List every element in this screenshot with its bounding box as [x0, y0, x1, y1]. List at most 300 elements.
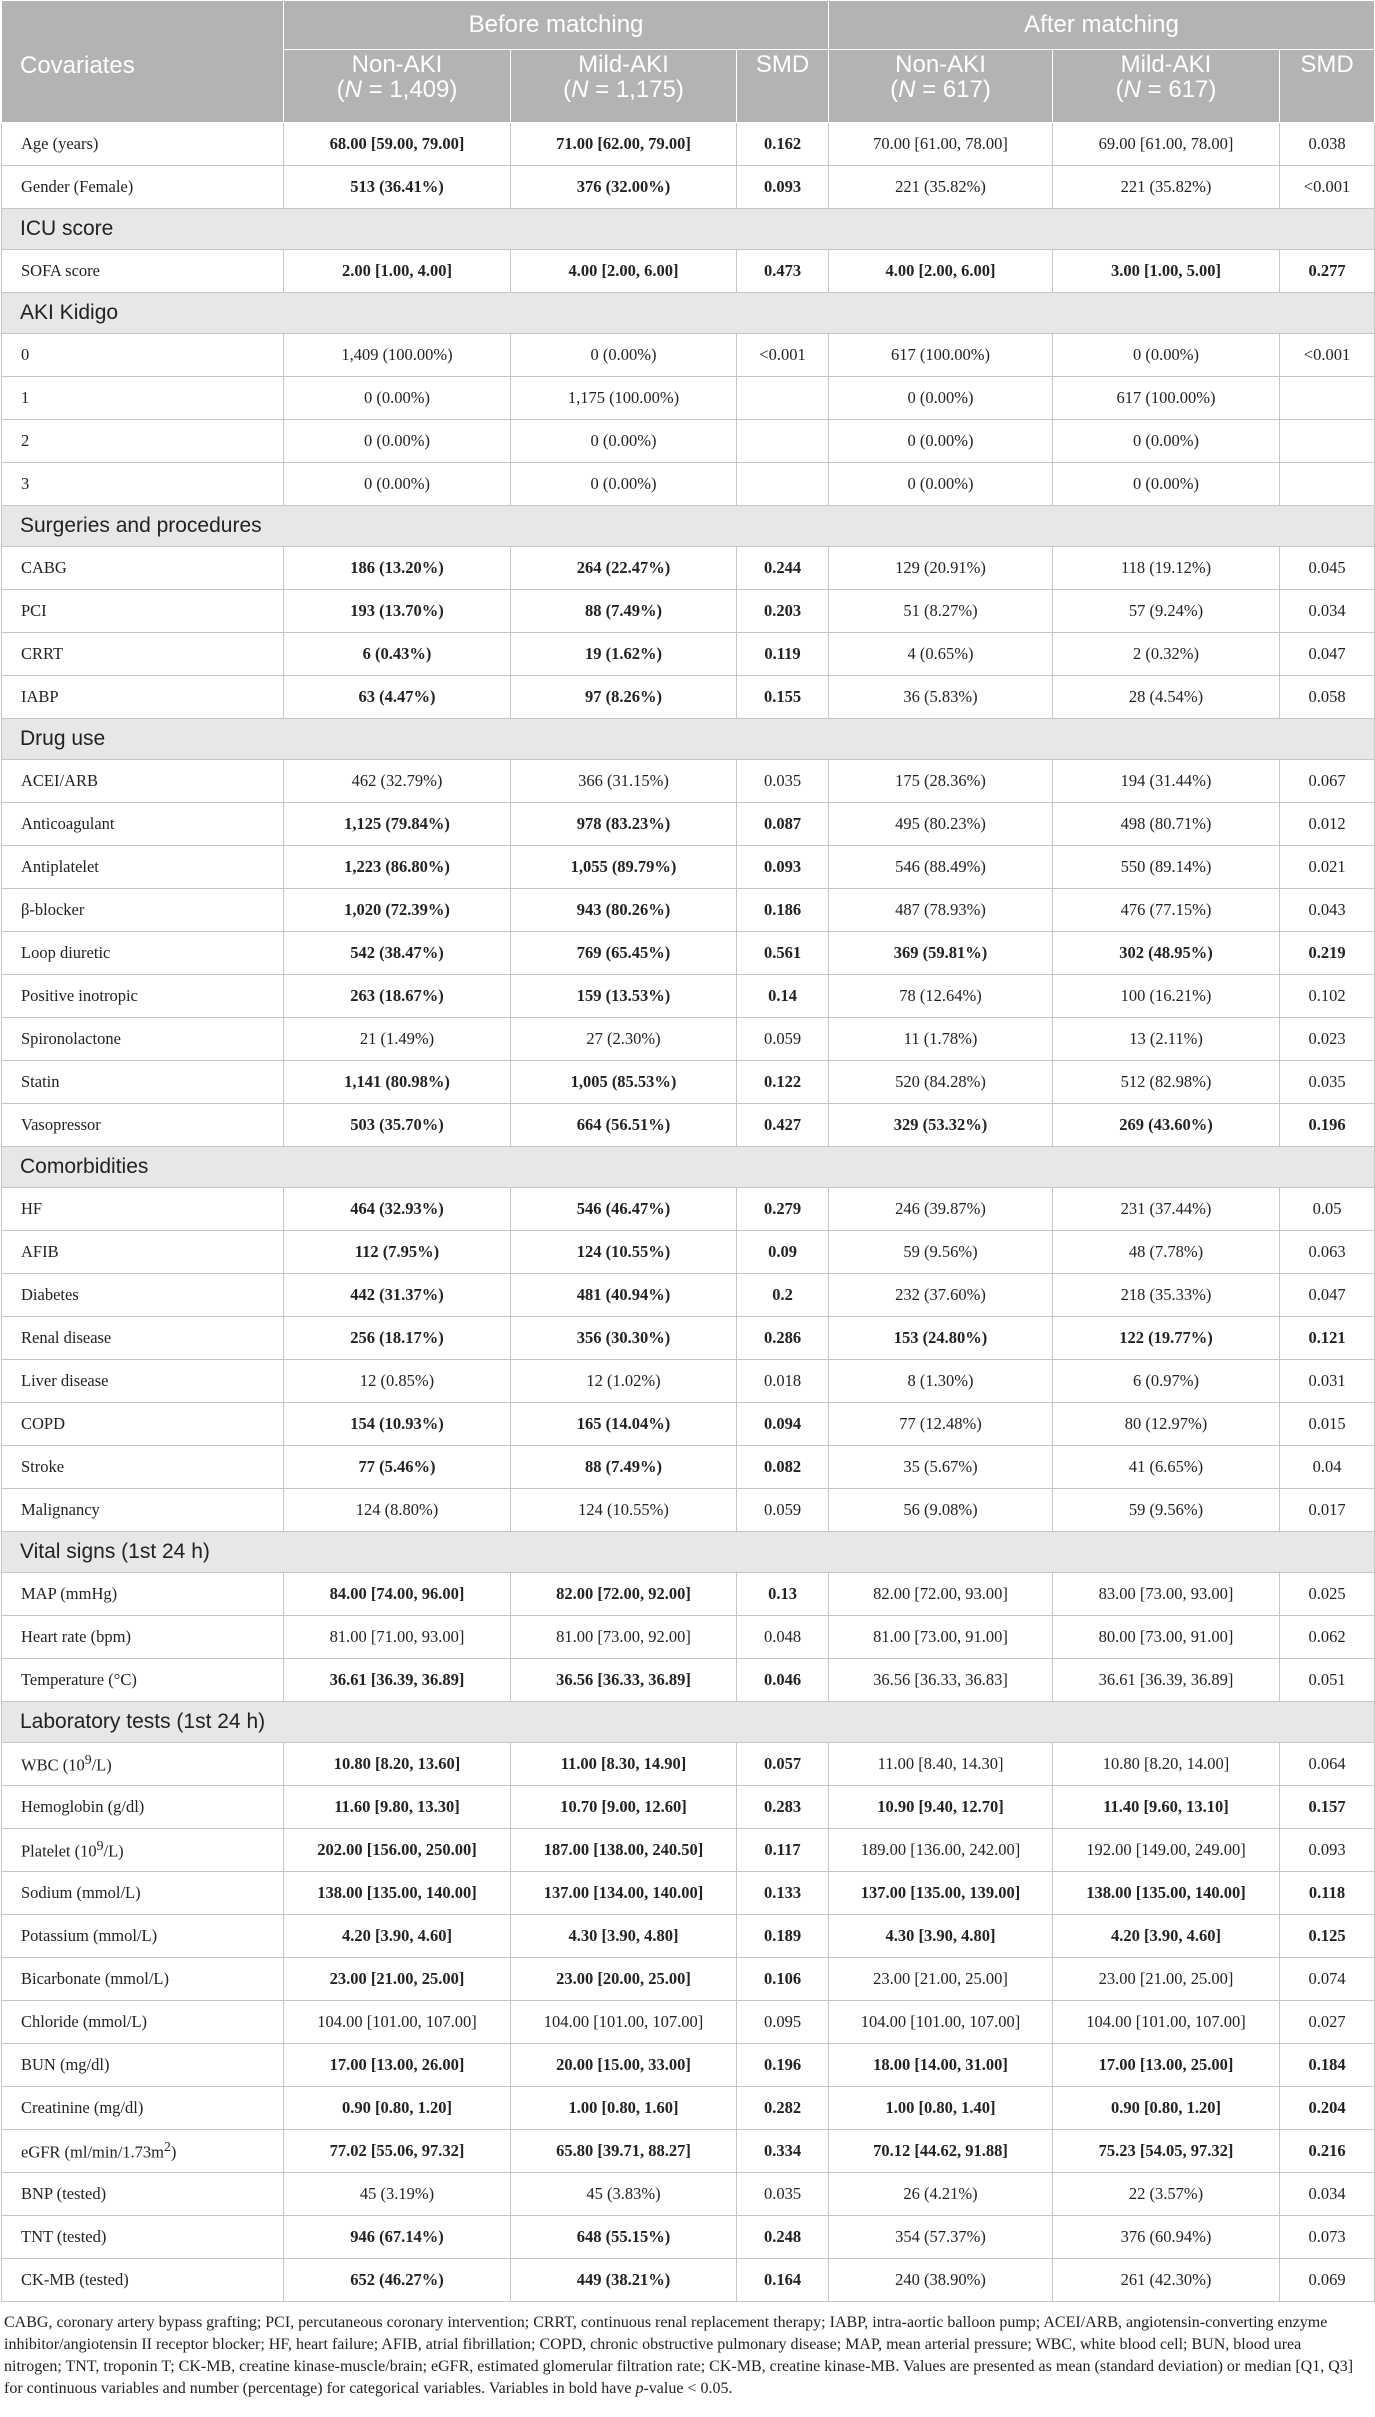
- covariate-label: AFIB: [2, 1231, 284, 1274]
- value-cell: 1,055 (89.79%): [511, 846, 737, 889]
- covariate-label: Creatinine (mg/dl): [2, 2087, 284, 2130]
- smd-cell: 0.121: [1280, 1317, 1375, 1360]
- smd-cell: 0.074: [1280, 1958, 1375, 2001]
- footnote-p: p: [635, 2380, 644, 2397]
- section-header-row: [2, 1702, 1375, 1743]
- value-cell: 0 (0.00%): [1053, 420, 1280, 463]
- value-cell: 0 (0.00%): [511, 334, 737, 377]
- value-cell: 4.00 [2.00, 6.00]: [511, 250, 737, 293]
- value-cell: 11.60 [9.80, 13.30]: [284, 1786, 511, 1829]
- table-row: [2, 420, 1375, 463]
- section-title: Vital signs (1st 24 h): [2, 1532, 1375, 1573]
- value-cell: 10.70 [9.00, 12.60]: [511, 1786, 737, 1829]
- value-cell: 6 (0.97%): [1053, 1360, 1280, 1403]
- subheader-col: [1280, 50, 1375, 123]
- covariate-label: Liver disease: [2, 1360, 284, 1403]
- smd-cell: 0.093: [737, 846, 829, 889]
- value-cell: 1,141 (80.98%): [284, 1061, 511, 1104]
- value-cell: 88 (7.49%): [511, 590, 737, 633]
- subheader-col: [737, 50, 829, 123]
- header-covariates: Covariates: [2, 1, 284, 123]
- table-row: [2, 1489, 1375, 1532]
- value-cell: 1.00 [0.80, 1.60]: [511, 2087, 737, 2130]
- value-cell: 77.02 [55.06, 97.32]: [284, 2130, 511, 2173]
- table-row: [2, 2087, 1375, 2130]
- value-cell: 124 (10.55%): [511, 1489, 737, 1532]
- smd-cell: 0.047: [1280, 633, 1375, 676]
- value-cell: 369 (59.81%): [829, 932, 1053, 975]
- smd-cell: 0.277: [1280, 250, 1375, 293]
- group-n: (N = 617): [890, 76, 991, 104]
- section-title: Drug use: [2, 719, 1375, 760]
- value-cell: 12 (0.85%): [284, 1360, 511, 1403]
- value-cell: 10.90 [9.40, 12.70]: [829, 1786, 1053, 1829]
- value-cell: 23.00 [21.00, 25.00]: [829, 1958, 1053, 2001]
- covariate-label: Renal disease: [2, 1317, 284, 1360]
- section-header-row: [2, 293, 1375, 334]
- smd-cell: 0.244: [737, 547, 829, 590]
- value-cell: 3.00 [1.00, 5.00]: [1053, 250, 1280, 293]
- table-row: [2, 1915, 1375, 1958]
- smd-cell: <0.001: [1280, 166, 1375, 209]
- value-cell: 59 (9.56%): [829, 1231, 1053, 1274]
- table-row: [2, 846, 1375, 889]
- table-row: [2, 2259, 1375, 2302]
- value-cell: 0 (0.00%): [511, 420, 737, 463]
- smd-cell: 0.125: [1280, 1915, 1375, 1958]
- value-cell: 165 (14.04%): [511, 1403, 737, 1446]
- covariate-label: Age (years): [2, 123, 284, 166]
- value-cell: 124 (8.80%): [284, 1489, 511, 1532]
- value-cell: 8 (1.30%): [829, 1360, 1053, 1403]
- value-cell: 366 (31.15%): [511, 760, 737, 803]
- smd-cell: 0.093: [737, 166, 829, 209]
- table-row: [2, 1573, 1375, 1616]
- smd-cell: 0.057: [737, 1743, 829, 1786]
- covariate-label: Potassium (mmol/L): [2, 1915, 284, 1958]
- value-cell: 81.00 [73.00, 91.00]: [829, 1616, 1053, 1659]
- smd-cell: 0.046: [737, 1659, 829, 1702]
- covariate-label: ACEI/ARB: [2, 760, 284, 803]
- value-cell: 943 (80.26%): [511, 889, 737, 932]
- table-row: [2, 1274, 1375, 1317]
- smd-cell: 0.561: [737, 932, 829, 975]
- covariate-label: Temperature (°C): [2, 1659, 284, 1702]
- smd-cell: [1280, 420, 1375, 463]
- table-row: [2, 334, 1375, 377]
- value-cell: 256 (18.17%): [284, 1317, 511, 1360]
- value-cell: 264 (22.47%): [511, 547, 737, 590]
- smd-cell: 0.023: [1280, 1018, 1375, 1061]
- value-cell: 512 (82.98%): [1053, 1061, 1280, 1104]
- table-row: [2, 1104, 1375, 1147]
- smd-cell: 0.048: [737, 1616, 829, 1659]
- value-cell: 112 (7.95%): [284, 1231, 511, 1274]
- value-cell: 356 (30.30%): [511, 1317, 737, 1360]
- value-cell: 13 (2.11%): [1053, 1018, 1280, 1061]
- table-row: [2, 1743, 1375, 1786]
- smd-cell: 0.164: [737, 2259, 829, 2302]
- covariate-label: Stroke: [2, 1446, 284, 1489]
- smd-cell: 0.035: [1280, 1061, 1375, 1104]
- value-cell: 542 (38.47%): [284, 932, 511, 975]
- value-cell: 84.00 [74.00, 96.00]: [284, 1573, 511, 1616]
- value-cell: 88 (7.49%): [511, 1446, 737, 1489]
- value-cell: 487 (78.93%): [829, 889, 1053, 932]
- smd-cell: 0.117: [737, 1829, 829, 1872]
- table-row: [2, 590, 1375, 633]
- table-row: [2, 1958, 1375, 2001]
- smd-cell: 0.067: [1280, 760, 1375, 803]
- value-cell: 20.00 [15.00, 33.00]: [511, 2044, 737, 2087]
- header-before-matching: Before matching: [284, 1, 829, 50]
- smd-cell: 0.021: [1280, 846, 1375, 889]
- value-cell: 193 (13.70%): [284, 590, 511, 633]
- value-cell: 4.00 [2.00, 6.00]: [829, 250, 1053, 293]
- value-cell: 498 (80.71%): [1053, 803, 1280, 846]
- value-cell: 202.00 [156.00, 250.00]: [284, 1829, 511, 1872]
- table-footnote: [0, 2302, 1374, 2400]
- value-cell: 59 (9.56%): [1053, 1489, 1280, 1532]
- value-cell: 104.00 [101.00, 107.00]: [284, 2001, 511, 2044]
- value-cell: 97 (8.26%): [511, 676, 737, 719]
- value-cell: 129 (20.91%): [829, 547, 1053, 590]
- value-cell: 495 (80.23%): [829, 803, 1053, 846]
- covariate-label: IABP: [2, 676, 284, 719]
- value-cell: 175 (28.36%): [829, 760, 1053, 803]
- value-cell: 82.00 [72.00, 92.00]: [511, 1573, 737, 1616]
- table-row: [2, 932, 1375, 975]
- value-cell: 45 (3.83%): [511, 2173, 737, 2216]
- table-row: [2, 803, 1375, 846]
- smd-cell: [737, 463, 829, 506]
- covariate-label: CABG: [2, 547, 284, 590]
- value-cell: 23.00 [20.00, 25.00]: [511, 1958, 737, 2001]
- smd-cell: 0.059: [737, 1489, 829, 1532]
- section-header-row: [2, 1532, 1375, 1573]
- smd-cell: 0.034: [1280, 590, 1375, 633]
- value-cell: 19 (1.62%): [511, 633, 737, 676]
- smd-cell: 0.027: [1280, 2001, 1375, 2044]
- covariate-label: Chloride (mmol/L): [2, 2001, 284, 2044]
- value-cell: 4.30 [3.90, 4.80]: [829, 1915, 1053, 1958]
- smd-cell: 0.095: [737, 2001, 829, 2044]
- value-cell: 70.12 [44.62, 91.88]: [829, 2130, 1053, 2173]
- value-cell: 10.80 [8.20, 13.60]: [284, 1743, 511, 1786]
- value-cell: 1,125 (79.84%): [284, 803, 511, 846]
- value-cell: 45 (3.19%): [284, 2173, 511, 2216]
- value-cell: 769 (65.45%): [511, 932, 737, 975]
- value-cell: 23.00 [21.00, 25.00]: [284, 1958, 511, 2001]
- covariate-label: Positive inotropic: [2, 975, 284, 1018]
- covariate-label: CRRT: [2, 633, 284, 676]
- smd-cell: 0.122: [737, 1061, 829, 1104]
- value-cell: 122 (19.77%): [1053, 1317, 1280, 1360]
- smd-cell: 0.015: [1280, 1403, 1375, 1446]
- table-row: [2, 676, 1375, 719]
- covariate-label: Spironolactone: [2, 1018, 284, 1061]
- value-cell: 4.30 [3.90, 4.80]: [511, 1915, 737, 1958]
- smd-cell: 0.043: [1280, 889, 1375, 932]
- smd-cell: 0.034: [1280, 2173, 1375, 2216]
- smd-cell: 0.204: [1280, 2087, 1375, 2130]
- value-cell: 664 (56.51%): [511, 1104, 737, 1147]
- value-cell: 978 (83.23%): [511, 803, 737, 846]
- value-cell: 6 (0.43%): [284, 633, 511, 676]
- table-row: [2, 1317, 1375, 1360]
- table-row: [2, 1360, 1375, 1403]
- value-cell: 65.80 [39.71, 88.27]: [511, 2130, 737, 2173]
- covariate-label: MAP (mmHg): [2, 1573, 284, 1616]
- table-row: [2, 2044, 1375, 2087]
- smd-cell: 0.118: [1280, 1872, 1375, 1915]
- value-cell: 0 (0.00%): [1053, 463, 1280, 506]
- value-cell: 648 (55.15%): [511, 2216, 737, 2259]
- value-cell: 0.90 [0.80, 1.20]: [284, 2087, 511, 2130]
- smd-cell: 0.473: [737, 250, 829, 293]
- value-cell: 36.56 [36.33, 36.83]: [829, 1659, 1053, 1702]
- covariate-label: PCI: [2, 590, 284, 633]
- smd-cell: 0.012: [1280, 803, 1375, 846]
- value-cell: 68.00 [59.00, 79.00]: [284, 123, 511, 166]
- smd-cell: 0.157: [1280, 1786, 1375, 1829]
- group-label: Mild-AKI: [578, 51, 669, 78]
- value-cell: 138.00 [135.00, 140.00]: [284, 1872, 511, 1915]
- value-cell: 51 (8.27%): [829, 590, 1053, 633]
- value-cell: 232 (37.60%): [829, 1274, 1053, 1317]
- value-cell: 0 (0.00%): [511, 463, 737, 506]
- value-cell: 17.00 [13.00, 26.00]: [284, 2044, 511, 2087]
- smd-cell: 0.2: [737, 1274, 829, 1317]
- smd-cell: 0.219: [1280, 932, 1375, 975]
- covariate-label: Antiplatelet: [2, 846, 284, 889]
- smd-cell: 0.189: [737, 1915, 829, 1958]
- value-cell: 21 (1.49%): [284, 1018, 511, 1061]
- value-cell: 1,223 (86.80%): [284, 846, 511, 889]
- smd-cell: 0.119: [737, 633, 829, 676]
- covariate-label: BNP (tested): [2, 2173, 284, 2216]
- value-cell: 187.00 [138.00, 240.50]: [511, 1829, 737, 1872]
- table-header: [2, 1, 1375, 123]
- smd-cell: <0.001: [737, 334, 829, 377]
- smd-cell: 0.102: [1280, 975, 1375, 1018]
- smd-cell: 0.035: [737, 2173, 829, 2216]
- value-cell: 118 (19.12%): [1053, 547, 1280, 590]
- smd-cell: 0.051: [1280, 1659, 1375, 1702]
- value-cell: 80.00 [73.00, 91.00]: [1053, 1616, 1280, 1659]
- value-cell: 137.00 [135.00, 139.00]: [829, 1872, 1053, 1915]
- value-cell: 240 (38.90%): [829, 2259, 1053, 2302]
- value-cell: 80 (12.97%): [1053, 1403, 1280, 1446]
- smd-cell: 0.062: [1280, 1616, 1375, 1659]
- value-cell: 617 (100.00%): [829, 334, 1053, 377]
- value-cell: 23.00 [21.00, 25.00]: [1053, 1958, 1280, 2001]
- value-cell: 546 (88.49%): [829, 846, 1053, 889]
- smd-cell: 0.106: [737, 1958, 829, 2001]
- value-cell: 36.61 [36.39, 36.89]: [1053, 1659, 1280, 1702]
- value-cell: 77 (12.48%): [829, 1403, 1053, 1446]
- smd-cell: 0.059: [737, 1018, 829, 1061]
- value-cell: 137.00 [134.00, 140.00]: [511, 1872, 737, 1915]
- group-label: Mild-AKI: [1120, 51, 1212, 78]
- value-cell: 36.56 [36.33, 36.89]: [511, 1659, 737, 1702]
- value-cell: 70.00 [61.00, 78.00]: [829, 123, 1053, 166]
- value-cell: 513 (36.41%): [284, 166, 511, 209]
- smd-cell: 0.162: [737, 123, 829, 166]
- value-cell: 4 (0.65%): [829, 633, 1053, 676]
- value-cell: 10.80 [8.20, 14.00]: [1053, 1743, 1280, 1786]
- section-title: AKI Kidigo: [2, 293, 1375, 334]
- value-cell: 4.20 [3.90, 4.60]: [284, 1915, 511, 1958]
- value-cell: 11.40 [9.60, 13.10]: [1053, 1786, 1280, 1829]
- covariate-label: 2: [2, 420, 284, 463]
- smd-label: SMD: [755, 51, 810, 78]
- value-cell: 48 (7.78%): [1053, 1231, 1280, 1274]
- value-cell: 36 (5.83%): [829, 676, 1053, 719]
- smd-cell: 0.035: [737, 760, 829, 803]
- value-cell: 449 (38.21%): [511, 2259, 737, 2302]
- value-cell: 194 (31.44%): [1053, 760, 1280, 803]
- covariate-label: Malignancy: [2, 1489, 284, 1532]
- value-cell: 192.00 [149.00, 249.00]: [1053, 1829, 1280, 1872]
- table-row: [2, 123, 1375, 166]
- smd-cell: 0.133: [737, 1872, 829, 1915]
- value-cell: 71.00 [62.00, 79.00]: [511, 123, 737, 166]
- value-cell: 1,409 (100.00%): [284, 334, 511, 377]
- value-cell: 550 (89.14%): [1053, 846, 1280, 889]
- smd-cell: 0.018: [737, 1360, 829, 1403]
- value-cell: 520 (84.28%): [829, 1061, 1053, 1104]
- value-cell: 476 (77.15%): [1053, 889, 1280, 932]
- value-cell: 261 (42.30%): [1053, 2259, 1280, 2302]
- table-row: [2, 463, 1375, 506]
- value-cell: 1,175 (100.00%): [511, 377, 737, 420]
- value-cell: 2 (0.32%): [1053, 633, 1280, 676]
- smd-cell: 0.155: [737, 676, 829, 719]
- smd-cell: 0.283: [737, 1786, 829, 1829]
- smd-cell: 0.087: [737, 803, 829, 846]
- covariate-label: Hemoglobin (g/dl): [2, 1786, 284, 1829]
- value-cell: 0 (0.00%): [1053, 334, 1280, 377]
- covariate-label: eGFR $(ml/\min/1.73m^2)$: [2, 2130, 284, 2173]
- table-row: [2, 250, 1375, 293]
- smd-cell: 0.216: [1280, 2130, 1375, 2173]
- table-row: [2, 975, 1375, 1018]
- covariates-table: [1, 0, 1375, 2302]
- smd-label: SMD: [1300, 51, 1354, 78]
- value-cell: 11.00 [8.30, 14.90]: [511, 1743, 737, 1786]
- value-cell: 41 (6.65%): [1053, 1446, 1280, 1489]
- value-cell: 0 (0.00%): [284, 377, 511, 420]
- value-cell: 0 (0.00%): [829, 420, 1053, 463]
- value-cell: 652 (46.27%): [284, 2259, 511, 2302]
- smd-cell: 0.196: [737, 2044, 829, 2087]
- subheader-col: [511, 50, 737, 123]
- covariate-label: 3: [2, 463, 284, 506]
- table-row: [2, 2173, 1375, 2216]
- value-cell: 154 (10.93%): [284, 1403, 511, 1446]
- smd-cell: 0.248: [737, 2216, 829, 2259]
- subheader-col: [1053, 50, 1280, 123]
- value-cell: 464 (32.93%): [284, 1188, 511, 1231]
- value-cell: 221 (35.82%): [1053, 166, 1280, 209]
- value-cell: 138.00 [135.00, 140.00]: [1053, 1872, 1280, 1915]
- smd-cell: 0.073: [1280, 2216, 1375, 2259]
- table-row: [2, 1872, 1375, 1915]
- value-cell: 18.00 [14.00, 31.00]: [829, 2044, 1053, 2087]
- value-cell: 82.00 [72.00, 93.00]: [829, 1573, 1053, 1616]
- table-row: [2, 1061, 1375, 1104]
- subheader-col: [284, 50, 511, 123]
- value-cell: 56 (9.08%): [829, 1489, 1053, 1532]
- smd-cell: 0.186: [737, 889, 829, 932]
- value-cell: 11.00 [8.40, 14.30]: [829, 1743, 1053, 1786]
- smd-cell: 0.038: [1280, 123, 1375, 166]
- value-cell: 546 (46.47%): [511, 1188, 737, 1231]
- value-cell: 4.20 [3.90, 4.60]: [1053, 1915, 1280, 1958]
- covariate-label: Bicarbonate (mmol/L): [2, 1958, 284, 2001]
- value-cell: 17.00 [13.00, 25.00]: [1053, 2044, 1280, 2087]
- table-body: [2, 123, 1375, 2302]
- section-title: ICU score: [2, 209, 1375, 250]
- smd-cell: 0.334: [737, 2130, 829, 2173]
- value-cell: 329 (53.32%): [829, 1104, 1053, 1147]
- footnote-end: -value < 0.05.: [643, 2380, 733, 2397]
- value-cell: 503 (35.70%): [284, 1104, 511, 1147]
- covariate-label: Sodium (mmol/L): [2, 1872, 284, 1915]
- table-row: [2, 2216, 1375, 2259]
- smd-cell: 0.017: [1280, 1489, 1375, 1532]
- section-header-row: [2, 1147, 1375, 1188]
- group-n: (N = 1,175): [563, 76, 684, 104]
- smd-cell: 0.14: [737, 975, 829, 1018]
- value-cell: 442 (31.37%): [284, 1274, 511, 1317]
- value-cell: 189.00 [136.00, 242.00]: [829, 1829, 1053, 1872]
- table-row: [2, 1018, 1375, 1061]
- smd-cell: 0.184: [1280, 2044, 1375, 2087]
- table-row: [2, 1231, 1375, 1274]
- smd-cell: 0.031: [1280, 1360, 1375, 1403]
- covariate-label: Diabetes: [2, 1274, 284, 1317]
- value-cell: 81.00 [73.00, 92.00]: [511, 1616, 737, 1659]
- covariate-label: Platelet $(10^9/L)$: [2, 1829, 284, 1872]
- value-cell: 100 (16.21%): [1053, 975, 1280, 1018]
- smd-cell: 0.082: [737, 1446, 829, 1489]
- covariate-label: Vasopressor: [2, 1104, 284, 1147]
- value-cell: 231 (37.44%): [1053, 1188, 1280, 1231]
- covariate-label: WBC $(10^9/L)$: [2, 1743, 284, 1786]
- value-cell: 1,005 (85.53%): [511, 1061, 737, 1104]
- value-cell: 0 (0.00%): [284, 420, 511, 463]
- smd-cell: [1280, 377, 1375, 420]
- smd-cell: 0.063: [1280, 1231, 1375, 1274]
- smd-cell: 0.04: [1280, 1446, 1375, 1489]
- value-cell: 617 (100.00%): [1053, 377, 1280, 420]
- value-cell: 124 (10.55%): [511, 1231, 737, 1274]
- value-cell: 35 (5.67%): [829, 1446, 1053, 1489]
- footnote-text: CABG, coronary artery bypass grafting; PCI, percutaneous coronary intervention; CRRT, continuous renal replacement therapy; IABP, intra-aortic balloon pump; ACEI/ARB, angiotensin-converting enzyme inhibitor/angiotensin II receptor blocker; HF, heart failure; AFIB, atrial fibrillation; COPD, chronic obstructive pulmonary disease; MAP, mean arterial pressure; WBC, white blood cell; BUN, blood urea nitrogen; TNT, troponin T; CK-MB, creatine kinase-muscle/brain; eGFR, estimated glomerular filtration rate; CK-MB, creatine kinase-MB. Values are presented as mean (standard deviation) or median [Q1, Q3] for continuous variables and number (percentage) for categorical variables. Variables in bold have: [4, 2314, 1354, 2397]
- section-title: Laboratory tests (1st 24 h): [2, 1702, 1375, 1743]
- smd-cell: 0.094: [737, 1403, 829, 1446]
- value-cell: 376 (60.94%): [1053, 2216, 1280, 2259]
- group-label: Non-AKI: [895, 51, 986, 78]
- value-cell: 2.00 [1.00, 4.00]: [284, 250, 511, 293]
- value-cell: 263 (18.67%): [284, 975, 511, 1018]
- value-cell: 27 (2.30%): [511, 1018, 737, 1061]
- smd-cell: 0.05: [1280, 1188, 1375, 1231]
- covariate-label: Heart rate (bpm): [2, 1616, 284, 1659]
- value-cell: 63 (4.47%): [284, 676, 511, 719]
